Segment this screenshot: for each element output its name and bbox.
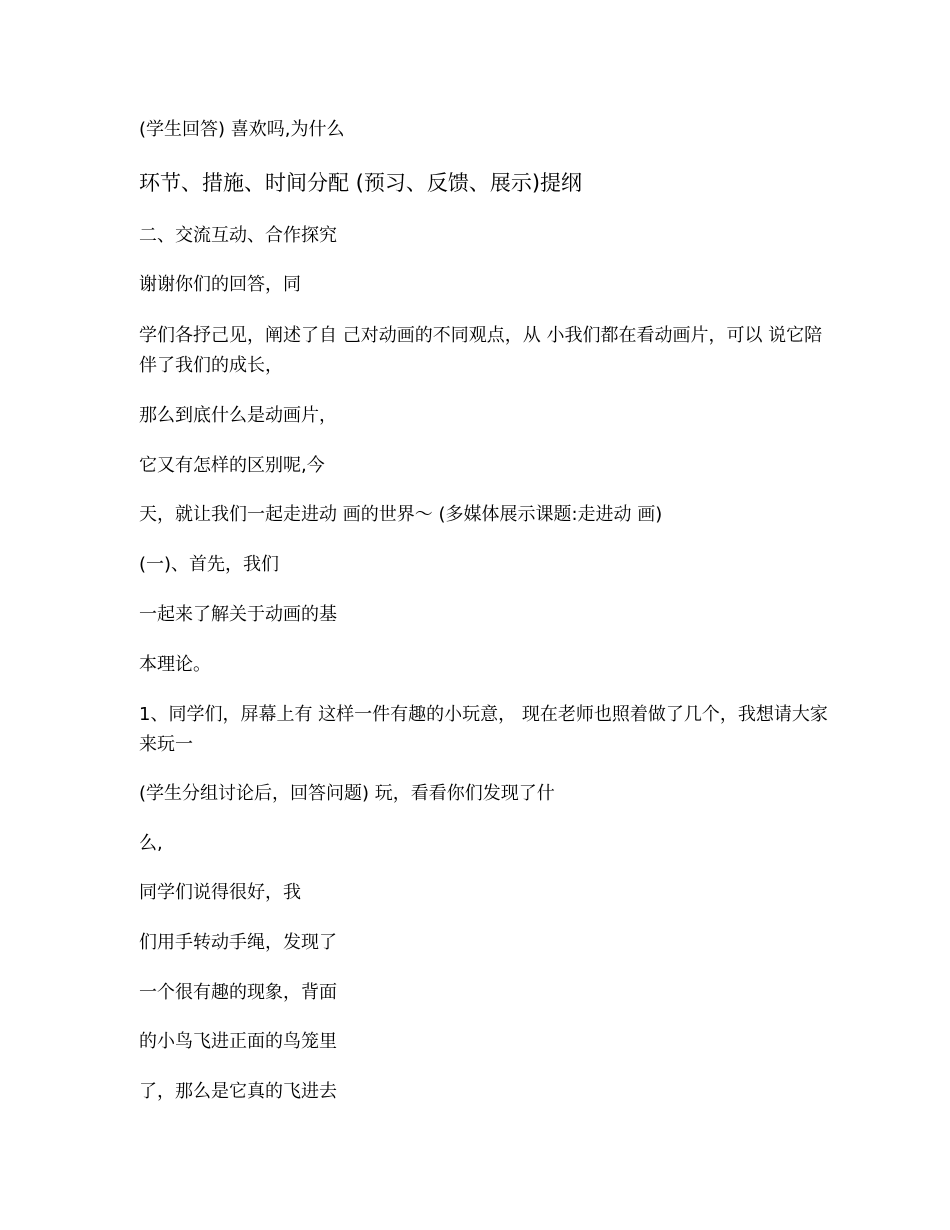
section-outline-heading: 环节、措施、时间分配 (预习、反馈、展示)提纲 bbox=[139, 171, 583, 195]
paragraph-basic-theory: 本理论。 bbox=[139, 654, 211, 675]
paragraph-bird-cage: 的小鸟飞进正面的鸟笼里 bbox=[139, 1031, 337, 1052]
paragraph-what-is-animation: 那么到底什么是动画片， bbox=[139, 405, 337, 426]
paragraph-opinions: 学们各抒己见，阐述了自 己对动画的不同观点，从 小我们都在看动画片，可以 说它陪伴了我们的成长， bbox=[139, 325, 823, 376]
paragraph-group-discussion: (学生分组讨论后，回答问题) 玩，看看你们发现了什 bbox=[139, 783, 555, 804]
section-two-heading: 二、交流互动、合作探究 bbox=[139, 225, 337, 246]
paragraph-difference: 它又有怎样的区别呢,今 bbox=[139, 455, 325, 476]
paragraph-rotate-rope: 们用手转动手绳，发现了 bbox=[139, 932, 337, 953]
paragraph-learn-together: 一起来了解关于动画的基 bbox=[139, 604, 337, 625]
paragraph-toy-activity: 1、同学们，屏幕上有 这样一件有趣的小玩意， 现在老师也照着做了几个，我想请大家来玩一 bbox=[139, 704, 828, 755]
paragraph-thanks: 谢谢你们的回答，同 bbox=[139, 274, 301, 295]
paragraph-really-flew: 了，那么是它真的飞进去 bbox=[139, 1081, 337, 1102]
paragraph-well-said: 同学们说得很好，我 bbox=[139, 882, 301, 903]
paragraph-question-end: 么, bbox=[139, 833, 163, 854]
paragraph-interesting-phenomenon: 一个很有趣的现象，背面 bbox=[139, 982, 337, 1003]
paragraph-first: (一)、首先，我们 bbox=[139, 554, 280, 575]
paragraph-student-answer: (学生回答) 喜欢吗,为什么 bbox=[139, 119, 345, 140]
paragraph-today: 天，就让我们一起走进动 画的世界～ (多媒体展示课题:走进动 画) bbox=[139, 504, 663, 525]
